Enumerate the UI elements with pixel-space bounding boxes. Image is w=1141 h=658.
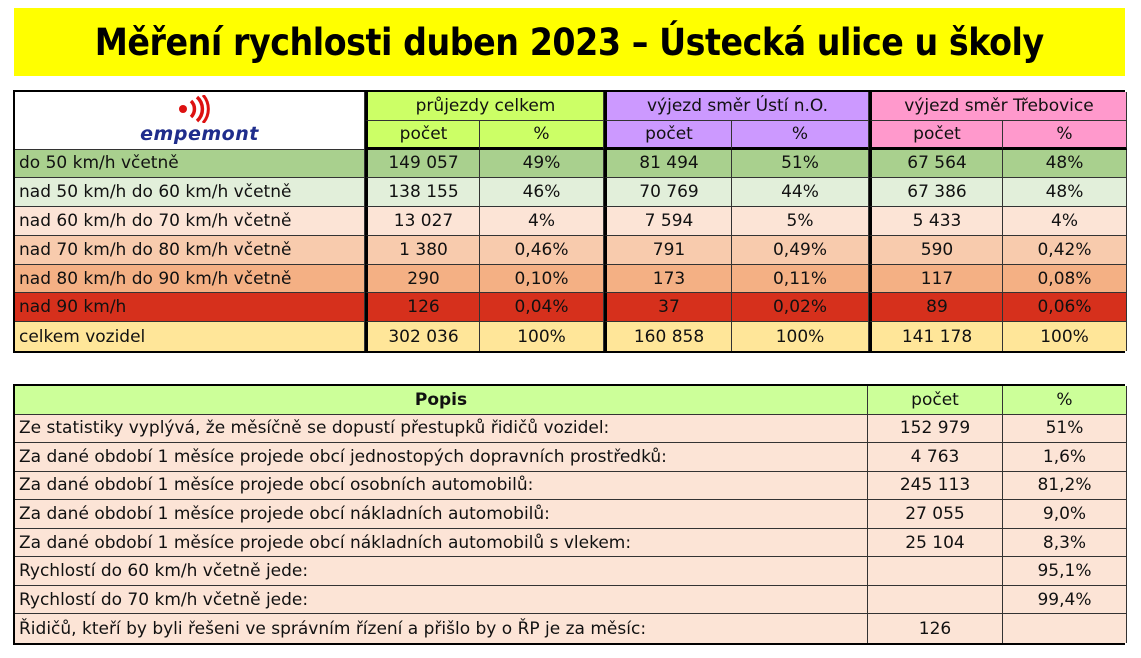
cell-value: 5 433	[869, 207, 1003, 236]
cell-value: 0,08%	[1003, 265, 1127, 294]
cell-value: 49%	[480, 150, 604, 179]
cell-value: 141 178	[869, 322, 1003, 351]
cell-value: 138 155	[365, 178, 480, 207]
cell-value: 290	[365, 265, 480, 294]
cell-percent: 95,1%	[1003, 557, 1127, 586]
row-label: Za dané období 1 měsíce projede obcí nákladních automobilů s vlekem:	[15, 529, 868, 558]
row-label: do 50 km/h včetně	[15, 150, 365, 179]
cell-count: 126	[868, 614, 1003, 643]
cell-percent	[1003, 614, 1127, 643]
cell-value: 44%	[732, 178, 869, 207]
row-label: Rychlostí do 60 km/h včetně jede:	[15, 557, 868, 586]
subheader-percent: %	[1003, 121, 1127, 150]
cell-count: 245 113	[868, 472, 1003, 501]
group-header-total: průjezdy celkem	[365, 92, 604, 121]
cell-value: 0,06%	[1003, 293, 1127, 322]
cell-count: 4 763	[868, 443, 1003, 472]
cell-value: 0,02%	[732, 293, 869, 322]
cell-count: 25 104	[868, 529, 1003, 558]
row-label: Řidičů, kteří by byli řešeni ve správním řízení a přišlo by o ŘP je za měsíc:	[15, 614, 868, 643]
row-label: Rychlostí do 70 km/h včetně jede:	[15, 586, 868, 615]
page-title: Měření rychlosti duben 2023 – Ústecká ulice u školy	[94, 20, 1045, 64]
cell-value: 117	[869, 265, 1003, 294]
subheader-count: počet	[604, 121, 732, 150]
cell-percent: 8,3%	[1003, 529, 1127, 558]
cell-value: 67 386	[869, 178, 1003, 207]
cell-percent: 81,2%	[1003, 472, 1127, 501]
row-label: Za dané období 1 měsíce projede obcí nákladních automobilů:	[15, 500, 868, 529]
cell-count: 152 979	[868, 415, 1003, 444]
cell-value: 48%	[1003, 178, 1127, 207]
cell-percent: 9,0%	[1003, 500, 1127, 529]
row-label: nad 80 km/h do 90 km/h včetně	[15, 265, 365, 294]
cell-value: 0,04%	[480, 293, 604, 322]
group-header-trebovice: výjezd směr Třebovice	[869, 92, 1127, 121]
description-table	[13, 384, 1125, 645]
row-label: Za dané období 1 měsíce projede obcí jednostopých dopravních prostředků:	[15, 443, 868, 472]
cell-value: 1 380	[365, 236, 480, 265]
row-label: nad 60 km/h do 70 km/h včetně	[15, 207, 365, 236]
cell-value: 13 027	[365, 207, 480, 236]
cell-value: 4%	[480, 207, 604, 236]
row-label: Ze statistiky vyplývá, že měsíčně se dopustí přestupků řidičů vozidel:	[15, 415, 868, 444]
cell-value: 100%	[732, 322, 869, 351]
subheader-percent: %	[732, 121, 869, 150]
cell-value: 149 057	[365, 150, 480, 179]
cell-value: 81 494	[604, 150, 732, 179]
subheader-percent: %	[480, 121, 604, 150]
cell-value: 70 769	[604, 178, 732, 207]
cell-value: 5%	[732, 207, 869, 236]
row-label: nad 70 km/h do 80 km/h včetně	[15, 236, 365, 265]
cell-value: 0,10%	[480, 265, 604, 294]
cell-value: 126	[365, 293, 480, 322]
title-banner	[14, 8, 1125, 76]
subheader-count: počet	[869, 121, 1003, 150]
company-logo	[15, 92, 365, 150]
cell-value: 0,42%	[1003, 236, 1127, 265]
cell-count: 27 055	[868, 500, 1003, 529]
cell-value: 100%	[480, 322, 604, 351]
cell-count	[868, 557, 1003, 586]
cell-value: 37	[604, 293, 732, 322]
header-percent: %	[1003, 386, 1127, 415]
signal-waves-icon	[169, 95, 229, 123]
subheader-count: počet	[365, 121, 480, 150]
cell-value: 590	[869, 236, 1003, 265]
cell-percent: 1,6%	[1003, 443, 1127, 472]
cell-value: 4%	[1003, 207, 1127, 236]
header-count: počet	[868, 386, 1003, 415]
cell-count	[868, 586, 1003, 615]
cell-value: 100%	[1003, 322, 1127, 351]
cell-value: 0,49%	[732, 236, 869, 265]
cell-value: 89	[869, 293, 1003, 322]
cell-value: 173	[604, 265, 732, 294]
cell-value: 791	[604, 236, 732, 265]
speed-table	[13, 90, 1125, 353]
cell-percent: 51%	[1003, 415, 1127, 444]
cell-value: 0,11%	[732, 265, 869, 294]
row-label: celkem vozidel	[15, 322, 365, 351]
cell-value: 7 594	[604, 207, 732, 236]
logo-wordmark: empemont	[140, 123, 259, 146]
header-popis: Popis	[15, 386, 868, 415]
row-label: Za dané období 1 měsíce projede obcí osobních automobilů:	[15, 472, 868, 501]
cell-value: 302 036	[365, 322, 480, 351]
cell-value: 48%	[1003, 150, 1127, 179]
row-label: nad 50 km/h do 60 km/h včetně	[15, 178, 365, 207]
cell-percent: 99,4%	[1003, 586, 1127, 615]
cell-value: 67 564	[869, 150, 1003, 179]
cell-value: 0,46%	[480, 236, 604, 265]
row-label: nad 90 km/h	[15, 293, 365, 322]
cell-value: 51%	[732, 150, 869, 179]
group-header-usti: výjezd směr Ústí n.O.	[604, 92, 869, 121]
cell-value: 160 858	[604, 322, 732, 351]
cell-value: 46%	[480, 178, 604, 207]
